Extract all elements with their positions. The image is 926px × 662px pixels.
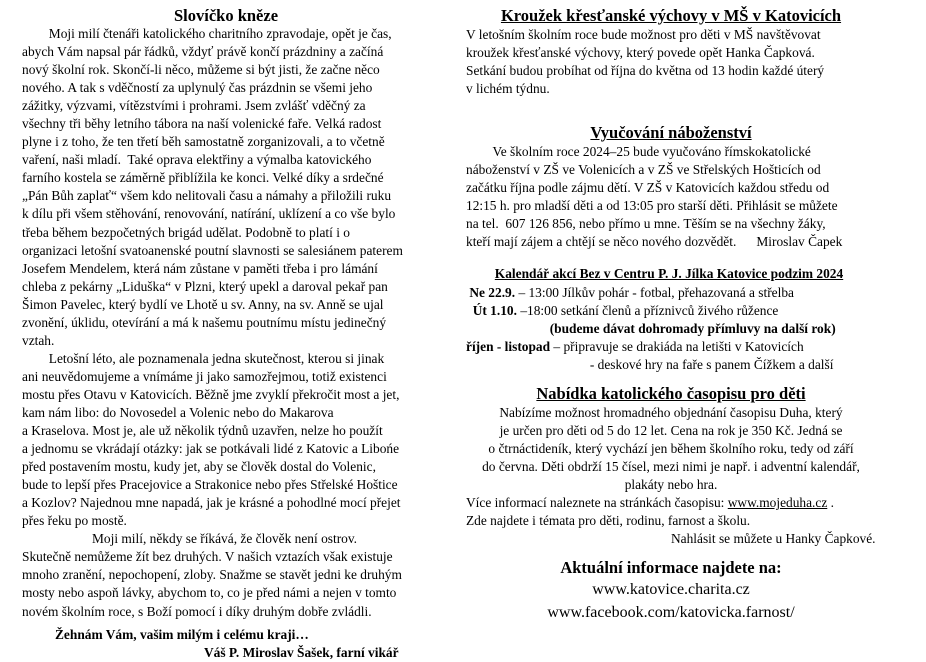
- article-paragraph-2-line: a jednomu se vkrádají otázky: jak se potkávali lidé z Katovic a Libońe: [22, 441, 400, 457]
- calendar-text: - deskové hry na faře s panem Čížkem a další: [466, 356, 834, 372]
- magazine-text-line: je určen pro děti od 5 do 12 let. Cena na rok je 350 Kč. Jedná se: [499, 422, 843, 438]
- kr-text: [466, 26, 916, 98]
- article-paragraph-2-line: ani neuvědomujeme a vnímáme ji jako samozřejmou, totiž existenci: [22, 368, 387, 384]
- left-column: [22, 6, 430, 662]
- article-title: Slovíčko kněze: [173, 6, 279, 25]
- magazine-text-line: o čtrnáctideník, který vychází jen během školního roku, tedy od září: [488, 440, 854, 456]
- info-web[interactable]: www.katovice.charita.cz: [592, 581, 750, 599]
- vn-text-line: na tel. 607 126 856, nebo přímo u mne. Těším se na všechny žáky,: [466, 216, 826, 232]
- article-paragraph-1-line: nový školní rok. Skončí-li něco, můžeme si být jisti, že začne něco: [22, 62, 380, 78]
- article-paragraph-3-line: mnoho zranění, nepochopení, zloby. Snažme se stavět jedni ke druhým: [22, 567, 402, 583]
- article-paragraph-3-line: novém školním roce, s Boží pomocí i díky druhým dobře zvládli.: [22, 603, 372, 619]
- magazine-web-line: [466, 494, 916, 512]
- magazine-title: Nabídka katolického časopisu pro děti: [536, 383, 806, 403]
- calendar-text: – 13:00 Jílkův pohár - fotbal, přehazovaná a střelba: [515, 284, 794, 300]
- vn-text: [466, 143, 916, 251]
- article-paragraph-1-line: zvonění, úklidu, otevírání a má k našemu poutnímu místu jedinečný: [22, 314, 387, 330]
- magazine-link[interactable]: www.mojeduha.cz: [727, 494, 828, 510]
- magazine-text-line: plakáty nebo hra.: [624, 476, 718, 492]
- article-paragraph-2-line: bude to lepší přes Pracejovice a Strakonice nebo přes Střelské Hoštice: [22, 477, 398, 493]
- article-paragraph-1: [22, 25, 430, 350]
- vn-text-line: kteří mají zájem a chtějí se něco nového dozvědět. Miroslav Čapek: [466, 234, 843, 250]
- calendar-item: [466, 320, 916, 338]
- vn-text-line: začátku října podle zájmu dětí. V ZŠ v Katovicích každou středu od: [466, 180, 830, 196]
- signature: Váš P. Miroslav Šašek, farní vikář: [204, 644, 399, 660]
- magazine-line-7: Zde najdete i témata pro děti, rodinu, farnost a školu.: [466, 513, 751, 529]
- article-paragraph-1-line: chleba z pekárny „Liduška“ v Plzni, který upekl a daroval pekař pan: [22, 278, 388, 294]
- calendar-item: [466, 302, 916, 320]
- kr-text-line: Setkání budou probíhat od října do května od 13 hodin každé úterý: [466, 63, 825, 79]
- calendar-text: – připravuje se drakiáda na letišti v Katovicích: [550, 338, 804, 354]
- article-paragraph-1-line: Šimon Pavelec, který bydlí ve Lhotě u sv. Anny, na sv. Anně se ujal: [22, 296, 384, 312]
- calendar-date: Ne 22.9.: [466, 284, 516, 300]
- calendar-list: [466, 284, 916, 374]
- article-paragraph-1-line: organizaci letošní svatoanenské poutní slavnosti se salesiánem paterem: [22, 242, 403, 258]
- calendar-date: Út 1.10.: [466, 302, 517, 318]
- magazine-web-suffix: .: [827, 494, 834, 510]
- article-paragraph-3-first: Moji milí, někdy se říkává, že člověk není ostrov.: [92, 531, 358, 547]
- calendar-item: [466, 338, 916, 356]
- article-paragraph-3-line: Skutečně nemůžeme žít bez druhých. V našich vztazích však existuje: [22, 549, 393, 565]
- blessing: Žehnám Vám, vašim milým i celému kraji…: [55, 626, 309, 642]
- article-paragraph-1-line: plyne i z toho, že ten třetí běh samostatně zorganizovali, a to včetně: [22, 134, 385, 150]
- article-paragraph-1-line: nového. A tak s vděčností za uplynulý čas prázdnin se všemi jeho: [22, 80, 373, 96]
- article-paragraph-2: [22, 350, 430, 530]
- article-paragraph-3-line: mosty nebo aspoň lávky, abychom to, co je před námi a nejen v tomto: [22, 585, 397, 601]
- article-paragraph-1-line: zážitky, výzvami, vítězstvími i prohrami. Jsem zvlášť vděčný za: [22, 98, 366, 114]
- article-paragraph-2-line: kam nám libo: do Novosedel a Volenic nebo do Makarova: [22, 404, 334, 420]
- calendar-text: –18:00 setkání členů a příznivců živého růžence: [516, 302, 779, 318]
- kr-text-line: kroužek křesťanské výchovy, který povede opět Hanka Čapková.: [466, 45, 815, 61]
- article-paragraph-2-line: přes řeku po mostě.: [22, 513, 127, 529]
- article-paragraph-1-line: Moji milí čtenáři katolického charitního zpravodaje, opět je čas,: [22, 26, 392, 41]
- magazine-text-line: Nabízíme možnost hromadného objednání časopisu Duha, který: [499, 404, 843, 420]
- magazine-text: [466, 404, 916, 494]
- article-paragraph-1-line: k dílu při všem stěhování, renovování, natírání, uklízení a co vše bylo: [22, 206, 396, 222]
- vn-text-line: náboženství v ZŠ ve Volenicích a v ZŠ ve Střelských Hošticích od: [466, 162, 821, 178]
- calendar-item: [466, 356, 916, 374]
- info-title: Aktuální informace najdete na:: [560, 558, 782, 578]
- article-paragraph-2-line: a Kozlov? Najednou mne napadá, jak je krásné a pohodlné mocí přejet: [22, 495, 401, 511]
- article-paragraph-1-line: vaření, naši mladí. Také oprava elektřiny a výmalba katovického: [22, 152, 372, 168]
- article-paragraph-1-line: abych Vám napsal pár řádků, vždyť právě končí prázdniny a začíná: [22, 44, 384, 60]
- article-paragraph-2-line: Letošní léto, ale poznamenala jedna skutečnost, kterou si jinak: [22, 350, 385, 366]
- article-paragraph-1-line: Josefem Mendelem, která nám zůstane v paměti třeba i pro lámání: [22, 260, 378, 276]
- vn-title: Vyučování náboženství: [590, 123, 752, 143]
- article-paragraph-1-line: farního kostela se záměrně přiblížila ke konci. Velké díky a srdečné: [22, 170, 384, 186]
- article-paragraph-2-line: mostu přes Otavu v Katovicích. Běžně jme zvyklí překročit most a jet,: [22, 386, 400, 402]
- calendar-item: [466, 284, 916, 302]
- vn-text-line: 12:15 h. pro mladší děti a od 13:05 pro starší děti. Přihlásit se můžete: [466, 198, 838, 214]
- article-paragraph-1-line: všechny tři běhy letního tábora na naší volenické faře. Velká radost: [22, 116, 382, 132]
- kr-text-line: V letošním školním roce bude možnost pro děti v MŠ navštěvovat: [466, 27, 821, 42]
- magazine-text-line: do června. Děti obdrží 15 čísel, mezi nimi je např. i adventní kalendář,: [482, 458, 860, 474]
- magazine-web-prefix: Více informací naleznete na stránkách časopisu:: [466, 494, 728, 510]
- kr-title: Kroužek křesťanské výchovy v MŠ v Katovicích: [500, 6, 842, 25]
- article-paragraph-2-line: před postavením mostu, kudy jet, aby se člověk dostal do Volenic,: [22, 459, 376, 475]
- calendar-text: (budeme dávat dohromady přímluvy na další rok): [466, 320, 836, 336]
- kr-text-line: v lichém týdnu.: [466, 81, 550, 97]
- info-facebook[interactable]: www.facebook.com/katovicka.farnost/: [547, 604, 795, 622]
- article-paragraph-1-line: „Pán Bůh zaplať“ všem kdo nelitovali času a námahy a přiložili ruku: [22, 188, 392, 204]
- vn-text-line: Ve školním roce 2024–25 bude vyučováno římskokatolické: [466, 144, 811, 160]
- magazine-line-8: Nahlásit se můžete u Hanky Čapkové.: [671, 531, 876, 547]
- calendar-title: Kalendář akcí Bez v Centru P. J. Jílka Katovice podzim 2024: [494, 266, 844, 282]
- article-paragraph-2-line: a Kraselova. Most je, ale už několik týdnů uzavřen, nelze ho použít: [22, 423, 383, 439]
- calendar-date: říjen - listopad: [466, 338, 551, 354]
- article-paragraph-1-line: třeba během bezpočetných brigád udělat. Podobně to platí i o: [22, 224, 350, 240]
- article-paragraph-1-line: vztah.: [22, 332, 55, 348]
- right-column: [466, 6, 916, 624]
- article-paragraph-3: [22, 548, 430, 620]
